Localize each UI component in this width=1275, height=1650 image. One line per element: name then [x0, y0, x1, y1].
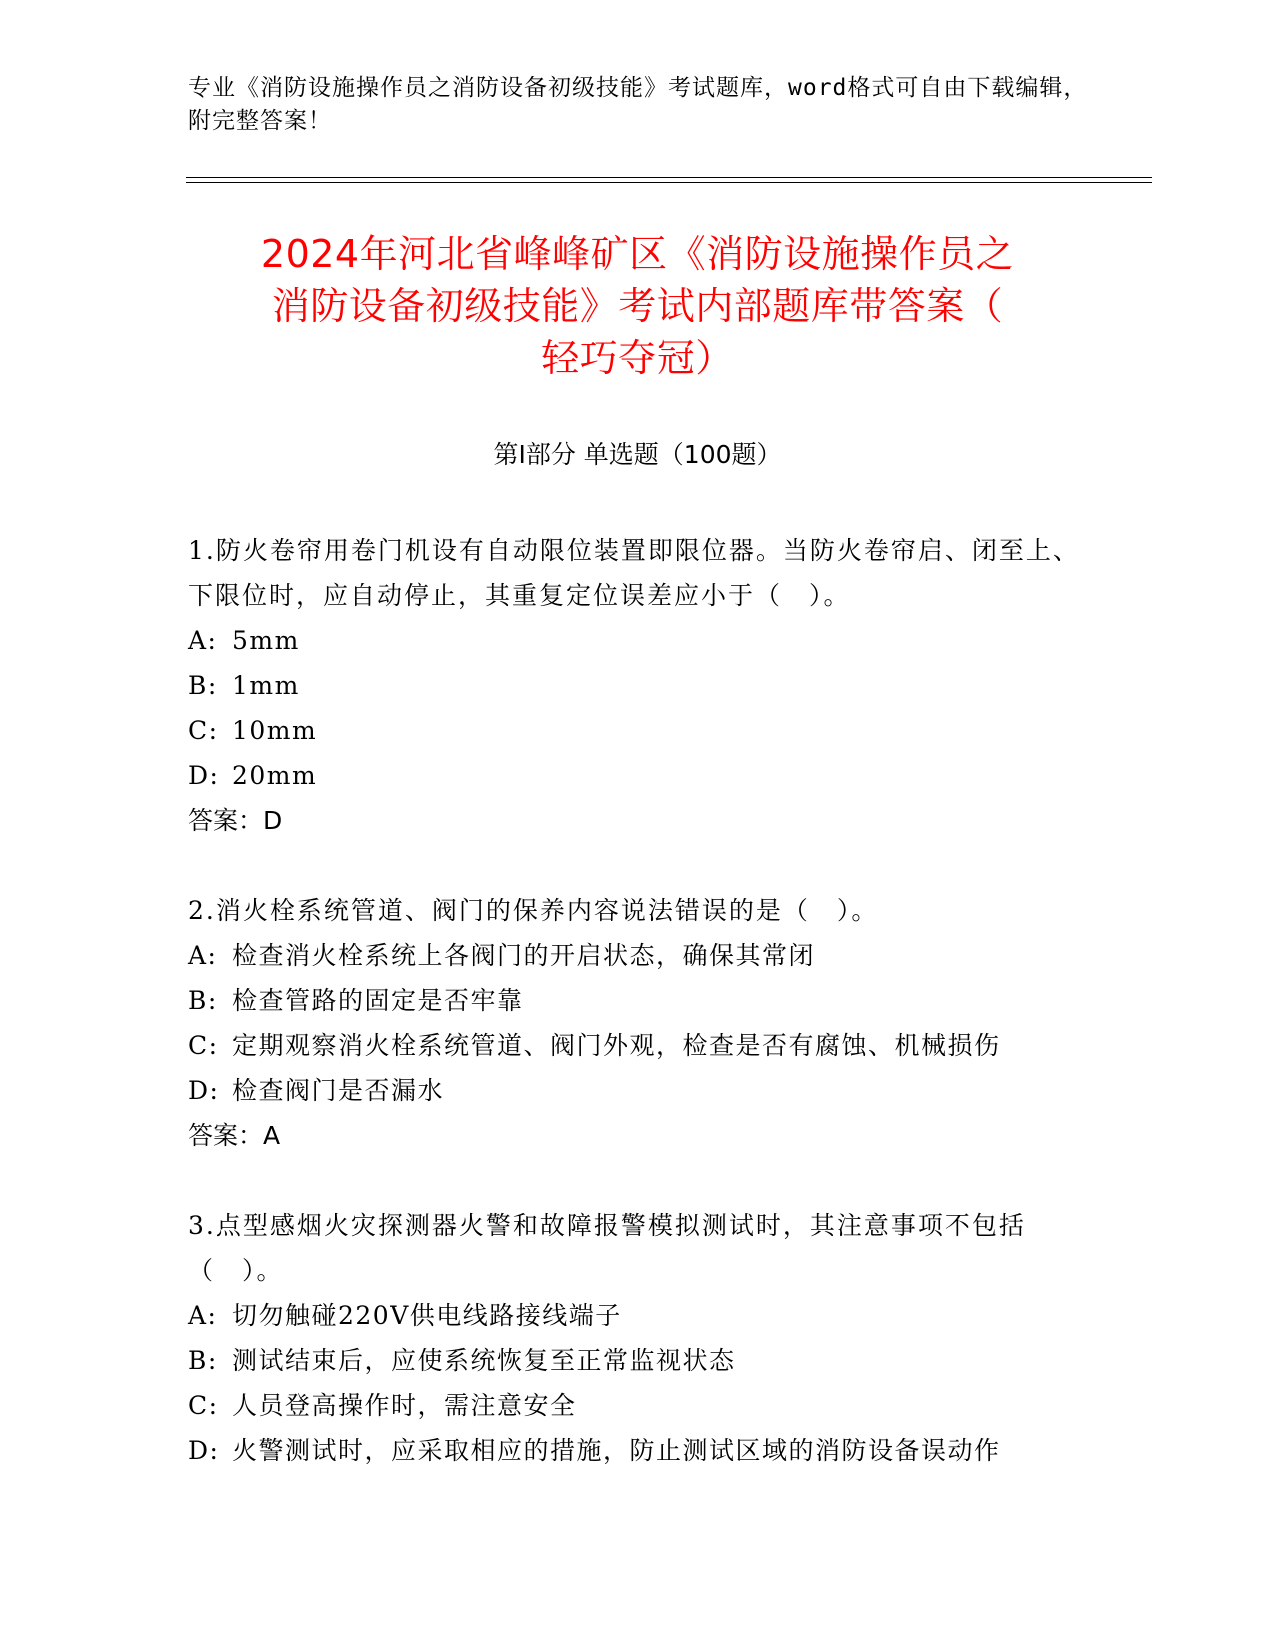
- question-stem: 2.消火栓系统管道、阀门的保养内容说法错误的是（ ）。: [188, 896, 879, 925]
- option-key: B:: [188, 986, 218, 1015]
- option-text: 定期观察消火栓系统管道、阀门外观，检查是否有腐蚀、机械损伤: [232, 1031, 1001, 1060]
- option-b: [188, 978, 1088, 1023]
- option-key: B:: [188, 1346, 218, 1375]
- option-b: [188, 1338, 1088, 1383]
- option-key: D:: [188, 1436, 220, 1465]
- question-block: [188, 888, 1088, 1158]
- option-text: 检查阀门是否漏水: [232, 1076, 445, 1105]
- option-text: 测试结束后，应使系统恢复至正常监视状态: [232, 1346, 736, 1375]
- option-c: [188, 708, 1088, 753]
- question-block: [188, 528, 1088, 843]
- header-rule-top: [186, 177, 1152, 178]
- option-key: A:: [188, 941, 218, 970]
- option-key: C:: [188, 716, 219, 745]
- question-block: [188, 1203, 1088, 1473]
- section-heading: 第I部分 单选题（100题）: [493, 440, 782, 469]
- option-key: A:: [188, 626, 218, 655]
- option-text: 5mm: [232, 626, 300, 655]
- option-text: 1mm: [232, 671, 300, 700]
- option-c: [188, 1383, 1088, 1428]
- title-line: 2024年河北省峰峰矿区《消防设施操作员之: [260, 232, 1015, 276]
- option-c: [188, 1023, 1088, 1068]
- option-key: C:: [188, 1031, 219, 1060]
- option-key: C:: [188, 1391, 219, 1420]
- question-stem: 3.点型感烟火灾探测器火警和故障报警模拟测试时，其注意事项不包括（ ）。: [188, 1211, 1026, 1285]
- option-key: A:: [188, 1301, 218, 1330]
- option-b: [188, 663, 1088, 708]
- title-line: 轻巧夺冠）: [541, 336, 734, 380]
- option-d: [188, 1068, 1088, 1113]
- option-text: 切勿触碰220V供电线路接线端子: [232, 1301, 622, 1330]
- option-d: [188, 1428, 1088, 1473]
- header-rule-bottom: [186, 182, 1152, 183]
- header-note: 专业《消防设施操作员之消防设备初级技能》考试题库，word格式可自由下载编辑，附完整答案！: [188, 75, 1088, 134]
- option-text: 20mm: [232, 761, 318, 790]
- answer-line: 答案：D: [188, 806, 283, 835]
- option-text: 10mm: [232, 716, 318, 745]
- option-text: 检查消火栓系统上各阀门的开启状态，确保其常闭: [232, 941, 816, 970]
- option-text: 火警测试时，应采取相应的措施，防止测试区域的消防设备误动作: [232, 1436, 1001, 1465]
- document-title: [160, 228, 1115, 384]
- option-key: B:: [188, 671, 218, 700]
- title-line: 消防设备初级技能》考试内部题库带答案（: [271, 284, 1004, 328]
- option-text: 检查管路的固定是否牢靠: [232, 986, 524, 1015]
- option-a: [188, 618, 1088, 663]
- option-d: [188, 753, 1088, 798]
- option-key: D:: [188, 1076, 220, 1105]
- option-a: [188, 1293, 1088, 1338]
- question-stem: 1.防火卷帘用卷门机设有自动限位装置即限位器。当防火卷帘启、闭至上、下限位时，应自动停止，其重复定位误差应小于（ ）。: [188, 536, 1080, 610]
- option-a: [188, 933, 1088, 978]
- option-key: D:: [188, 761, 220, 790]
- option-text: 人员登高操作时，需注意安全: [232, 1391, 577, 1420]
- answer-line: 答案：A: [188, 1121, 281, 1150]
